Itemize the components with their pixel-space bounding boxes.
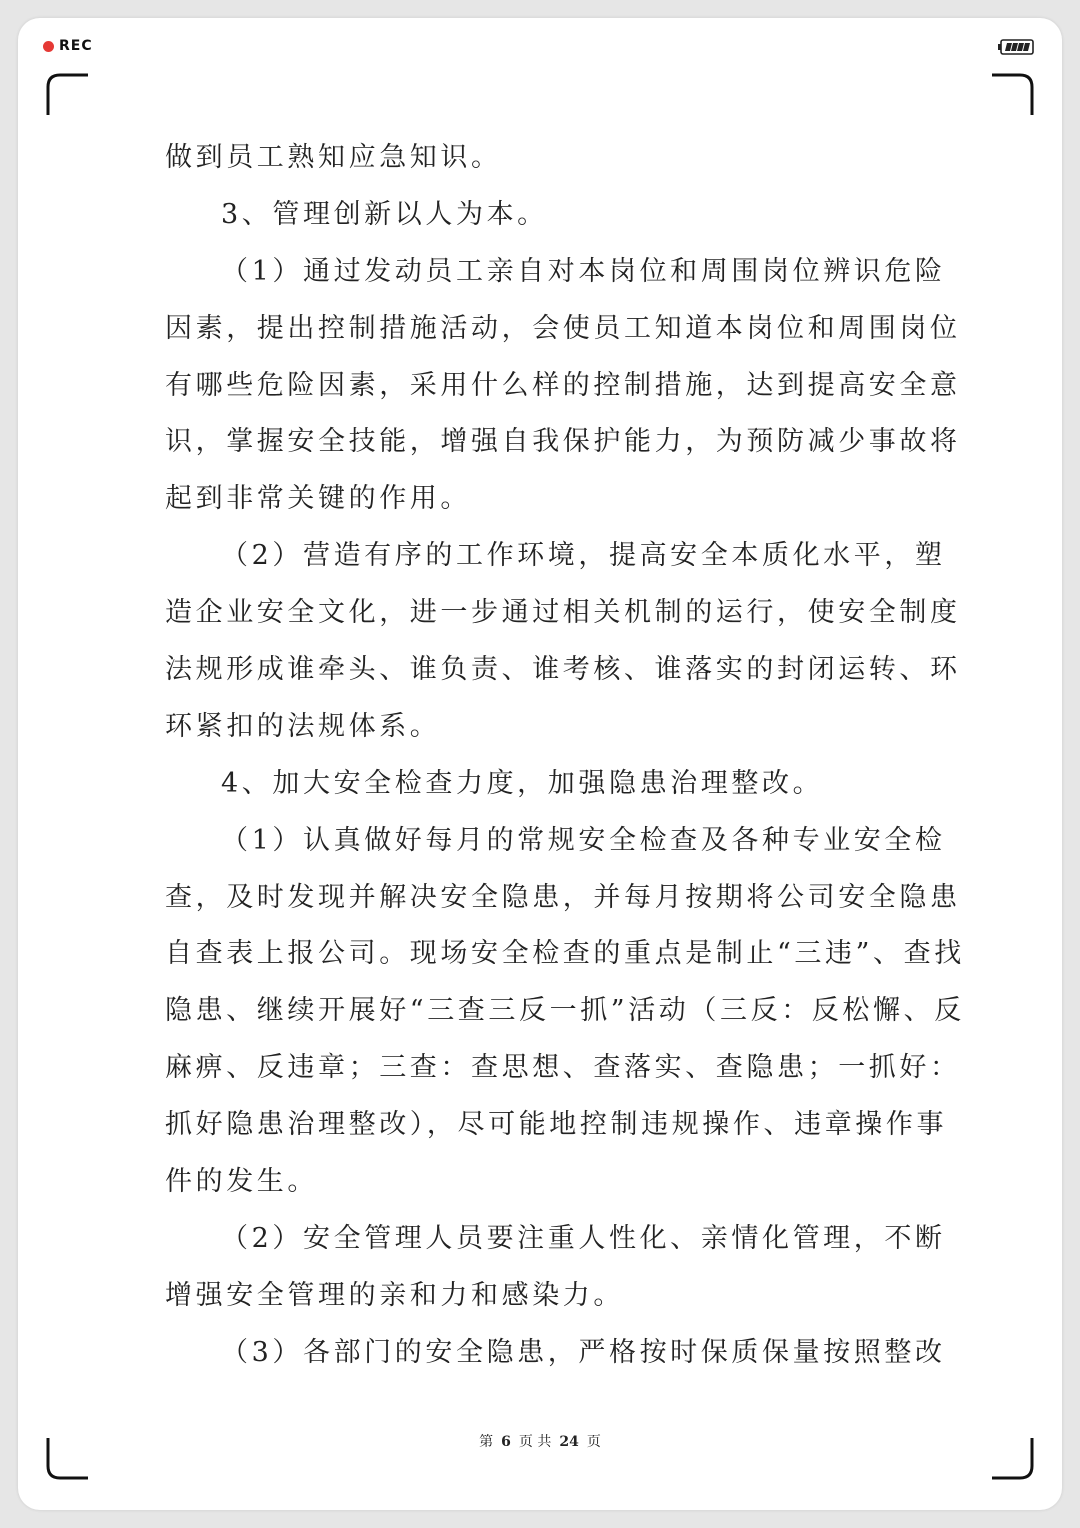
footer-middle: 页 共 [518,1434,552,1450]
text-line: 环紧扣的法规体系。 [165,710,441,742]
rec-label: REC [59,38,93,54]
text-line: 识，掌握安全技能，增强自我保护能力，为预防减少事故将 [165,426,961,458]
section-heading: 4、加大安全检查力度，加强隐患治理整改。 [221,767,824,799]
text-line: 因素，提出控制措施活动，会使员工知道本岗位和周围岗位 [165,312,961,344]
text-line: 造企业安全文化，进一步通过相关机制的运行，使安全制度 [165,597,961,629]
battery-icon [998,39,1034,55]
text-line: 抓好隐患治理整改），尽可能地控制违规操作、违章操作事 [165,1109,948,1141]
text-line: （2）安全管理人员要注重人性化、亲情化管理，不断 [221,1222,946,1254]
record-dot-icon [43,41,54,52]
text-line: 法规形成谁牵头、谁负责、谁考核、谁落实的封闭运转、环 [165,654,961,686]
text-line: 隐患、继续开展好“三查三反一抓”活动（三反：反松懈、反 [165,995,965,1027]
viewfinder-corner-top-left-icon [46,73,90,117]
rec-indicator [43,38,93,54]
text-line: 增强安全管理的亲和力和感染力。 [165,1279,624,1311]
text-line: （2）营造有序的工作环境，提高安全本质化水平，塑 [221,540,946,572]
text-line: 件的发生。 [165,1166,318,1198]
text-line: 麻痹、反违章；三查：查思想、查落实、查隐患；一抓好： [165,1052,961,1084]
page-total: 24 [559,1434,579,1450]
footer-suffix: 页 [586,1434,601,1450]
page-footer [0,1431,1080,1451]
text-line: 自查表上报公司。现场安全检查的重点是制止“三违”、查找 [165,938,965,970]
section-heading: 3、管理创新以人为本。 [221,198,548,230]
viewfinder-corner-top-right-icon [990,73,1034,117]
document-body [165,130,965,1382]
text-line: （1）通过发动员工亲自对本岗位和周围岗位辨识危险 [221,255,946,287]
text-line: （3）各部门的安全隐患，严格按时保质保量按照整改 [221,1336,946,1368]
text-line: 起到非常关键的作用。 [165,483,471,515]
text-line: 查，及时发现并解决安全隐患，并每月按期将公司安全隐患 [165,881,961,913]
text-line: （1）认真做好每月的常规安全检查及各种专业安全检 [221,824,946,856]
text-line: 有哪些危险因素，采用什么样的控制措施，达到提高安全意 [165,369,961,401]
page-number: 6 [501,1434,511,1450]
text-line: 做到员工熟知应急知识。 [165,142,502,173]
footer-prefix: 第 [479,1434,494,1450]
